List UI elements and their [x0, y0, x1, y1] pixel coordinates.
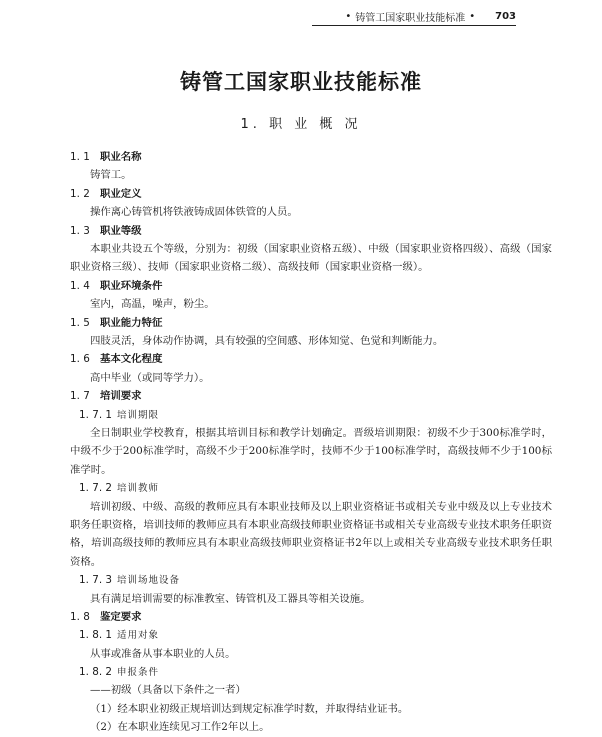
- section-heading: 1. 3 职业等级: [70, 224, 142, 237]
- section-heading: 1. 6 基本文化程度: [70, 353, 163, 366]
- header-bullet: •: [469, 10, 476, 22]
- section-text: 培训初级、中级、高级的教师应具有本职业技师及以上职业资格证书或相关专业中级及以上专业技术职务任职资格，培训技师的教师应具有本职业高级技师职业资格证书或相关专业高级专业技术职务任职资格，培训高级技师的教师应具有本职业高级技师职业资格证书2年以上或相关专业高级专业技术职务任职资格。: [70, 500, 552, 568]
- section-text: 具有满足培训需要的标准教室、铸管机及工器具等相关设施。: [90, 592, 371, 605]
- section-text: 高中毕业（或同等学力）。: [90, 371, 210, 384]
- running-header: [312, 7, 516, 26]
- section-text: 全日制职业学校教育，根据其培训目标和教学计划确定。晋级培训期限：初级不少于300标准学时，中级不少于200标准学时，高级不少于200标准学时，技师不少于100标准学时，高级技师不少于100标准学时。: [70, 426, 552, 476]
- subsection-heading: 1. 7. 3 培训场地设备: [79, 574, 181, 587]
- section-heading: 1. 5 职业能力特征: [70, 316, 163, 329]
- section-text: 从事或准备从事本职业的人员。: [90, 647, 236, 660]
- document-title: 铸管工国家职业技能标准: [180, 69, 422, 94]
- document-body: [70, 148, 552, 737]
- section-heading: 1. 8 鉴定要求: [70, 610, 142, 623]
- subsection-heading: 1. 7. 2 培训教师: [79, 482, 160, 495]
- subsection-heading: 1. 7. 1 培训期限: [79, 408, 160, 421]
- section-text: 操作离心铸管机将铁液铸成固体铁管的人员。: [90, 206, 298, 219]
- page-number: 703: [495, 10, 516, 22]
- section-text: 室内，高温，噪声，粉尘。: [90, 298, 215, 311]
- section-text: 四肢灵活，身体动作协调，具有较强的空间感、形体知觉、色觉和判断能力。: [90, 334, 444, 347]
- section-heading: 1. 1 职业名称: [70, 151, 142, 163]
- section-text: 铸管工。: [90, 169, 132, 182]
- header-bullet: •: [345, 10, 352, 22]
- section-heading: 1. 4 职业环境条件: [70, 279, 163, 292]
- running-title: 铸管工国家职业技能标准: [355, 12, 466, 24]
- list-item: （2）在本职业连续见习工作2年以上。: [90, 721, 270, 734]
- subsection-heading: 1. 8. 1 适用对象: [79, 629, 160, 642]
- level-heading: ——初级（具备以下条件之一者）: [90, 684, 246, 697]
- list-item: （1）经本职业初级正规培训达到规定标准学时数，并取得结业证书。: [90, 702, 409, 715]
- chapter-heading: 1. 职 业 概 况: [240, 117, 362, 132]
- subsection-heading: 1. 8. 2 申报条件: [79, 666, 160, 679]
- section-heading: 1. 7 培训要求: [70, 390, 142, 403]
- section-heading: 1. 2 职业定义: [70, 187, 142, 200]
- section-text: 本职业共设五个等级，分别为：初级（国家职业资格五级）、中级（国家职业资格四级）、高级（国家职业资格三级）、技师（国家职业资格二级）、高级技师（国家职业资格一级）。: [70, 242, 552, 274]
